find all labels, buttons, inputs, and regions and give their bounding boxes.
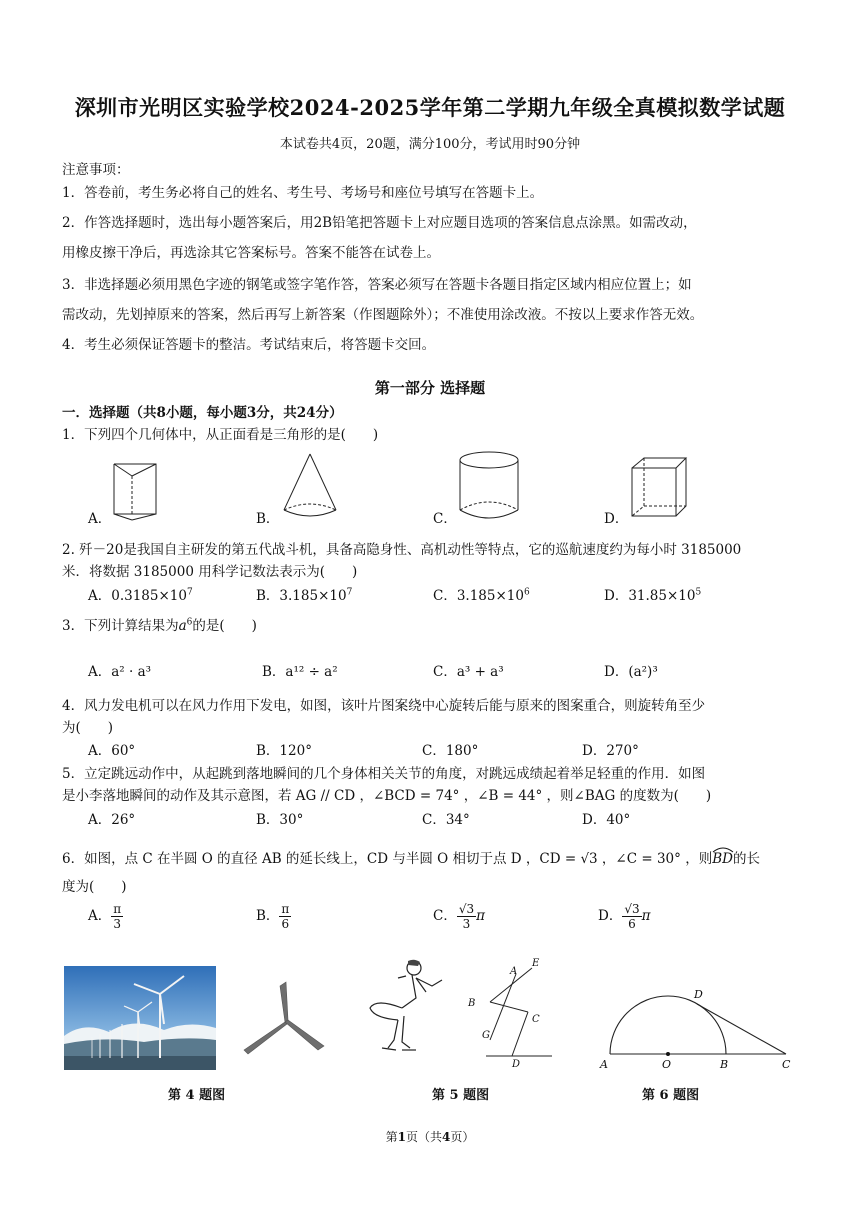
exam-subtitle: 本试卷共4页，20题，满分100分，考试用时90分钟 bbox=[279, 137, 581, 152]
q4-option-c: C．180° bbox=[422, 743, 479, 759]
q6-option-a: A． $\frac{\pi}{3}$ bbox=[88, 902, 122, 931]
q3-option-b: B．a¹² ÷ a² bbox=[262, 664, 338, 680]
label-b: B bbox=[720, 1058, 729, 1071]
label-c: C bbox=[782, 1058, 791, 1071]
q6-option-c: C． $\frac{√3}{3}$ π bbox=[433, 902, 485, 931]
q2-option-d: D．$31.85\times 10^5$ bbox=[604, 587, 702, 604]
notes-heading: 注意事项： bbox=[62, 162, 130, 178]
q2-option-b: B．$3.185\times 10^7$ bbox=[256, 587, 353, 604]
three-blade-pattern-figure bbox=[240, 980, 330, 1060]
q3-option-c: C．a³ + a³ bbox=[433, 664, 504, 680]
q3-stem: 3．下列计算结果为$a^6$的是( ) bbox=[62, 617, 257, 634]
q2-line1: 2. 歼－20是我国自主研发的第五代战斗机，具备高隐身性、高机动性等特点，它的巡航速度约为每小时 3185000 bbox=[62, 542, 742, 558]
note-4: 4．考生必须保证答题卡的整洁。考试结束后，将答题卡交回。 bbox=[62, 337, 436, 353]
page-footer: 第1页（共4页） bbox=[385, 1130, 475, 1144]
section-title: 第一部分 选择题 bbox=[374, 379, 486, 397]
q5-line2: 是小李落地瞬间的动作及其示意图，若 AG // CD ，∠BCD = 74° ，∠B = 44° ，则∠BAG 的度数为( ) bbox=[62, 788, 712, 804]
triangular-prism-figure bbox=[108, 462, 168, 522]
q6-line2: 度为( ) bbox=[62, 879, 127, 895]
q5-line1: 5．立定跳远动作中，从起跳到落地瞬间的几个身体相关关节的角度，对跳远成绩起着举足轻重的作用．如图 bbox=[62, 766, 706, 782]
label-a: A bbox=[510, 966, 518, 977]
label-g: G bbox=[482, 1030, 490, 1041]
arc-bd: BD bbox=[712, 851, 733, 867]
fig6-caption: 第 6 题图 bbox=[642, 1088, 700, 1103]
cube-figure bbox=[630, 456, 690, 522]
q3-option-d: D．(a²)³ bbox=[604, 664, 658, 680]
q2-option-a: A．$0.3185\times 10^7$ bbox=[88, 587, 193, 604]
fig4-caption: 第 4 题图 bbox=[168, 1088, 226, 1103]
q4-option-b: B．120° bbox=[256, 743, 312, 759]
note-3: 3．非选择题必须用黑色字迹的钢笔或签字笔作答，答案必须写在答题卡各题目指定区域内相应位置上；如 bbox=[62, 277, 692, 293]
q6-option-d: D． $\frac{√3}{6}$ π bbox=[598, 902, 651, 931]
q4-line2: 为( ) bbox=[62, 720, 114, 736]
label-o: O bbox=[662, 1058, 672, 1071]
q5-option-a: A．26° bbox=[88, 812, 136, 828]
note-2-cont: 用橡皮擦干净后，再选涂其它答案标号。答案不能答在试卷上。 bbox=[62, 245, 440, 261]
label-c: C bbox=[532, 1014, 540, 1025]
q1-stem: 1．下列四个几何体中，从正面看是三角形的是( ) bbox=[62, 427, 379, 443]
label-d: D bbox=[512, 1059, 521, 1070]
q4-option-a: A．60° bbox=[88, 743, 136, 759]
arc-mark-icon bbox=[712, 845, 734, 853]
fig5-caption: 第 5 题图 bbox=[432, 1088, 490, 1103]
q5-option-d: D．40° bbox=[582, 812, 631, 828]
label-b: B bbox=[468, 998, 476, 1009]
q5-option-b: B．30° bbox=[256, 812, 304, 828]
note-2: 2．作答选择题时，选出每小题答案后，用2B铅笔把答题卡上对应题目选项的答案信息点涂黑。如需改动， bbox=[62, 215, 697, 231]
cone-figure bbox=[280, 452, 340, 522]
q4-line1: 4．风力发电机可以在风力作用下发电，如图，该叶片图案绕中心旋转后能与原来的图案重合，则旋转角至少 bbox=[62, 698, 706, 714]
q1-option-b: B． bbox=[256, 511, 280, 527]
q1-option-c: C． bbox=[433, 511, 457, 527]
q5-option-c: C．34° bbox=[422, 812, 470, 828]
joint-angle-diagram bbox=[466, 956, 556, 1068]
cylinder-figure bbox=[458, 450, 520, 522]
q2-line2: 米．将数据 3185000 用科学记数法表示为( ) bbox=[62, 564, 358, 580]
q1-option-d: D． bbox=[604, 511, 629, 527]
jumper-figure bbox=[362, 958, 454, 1054]
q1-option-a: A． bbox=[88, 511, 112, 527]
q6-option-b: B． $\frac{\pi}{6}$ bbox=[256, 902, 290, 931]
note-1: 1．答卷前，考生务必将自己的姓名、考生号、考场号和座位号填写在答题卡上。 bbox=[62, 185, 544, 201]
q3-option-a: A．a² · a³ bbox=[88, 664, 152, 680]
exam-title: 深圳市光明区实验学校2024-2025学年第二学期九年级全真模拟数学试题 bbox=[74, 95, 786, 120]
note-3-cont: 需改动，先划掉原来的答案，然后再写上新答案（作图题除外）；不准使用涂改液。不按以上要求作答无效。 bbox=[62, 307, 704, 323]
q4-option-d: D．270° bbox=[582, 743, 639, 759]
semicircle-tangent-diagram bbox=[598, 986, 798, 1070]
q6-line1: 6．如图，点 C 在半圆 O 的直径 AB 的延长线上，CD 与半圆 O 相切于点 D ，CD = √3 ，∠C = 30° ，则 BD的长 bbox=[62, 847, 760, 867]
label-a: A bbox=[600, 1058, 608, 1071]
wind-turbine-photo bbox=[64, 966, 216, 1070]
label-d: D bbox=[694, 988, 703, 1001]
part-heading: 一．选择题（共8小题，每小题3分，共24分） bbox=[62, 405, 343, 421]
label-e: E bbox=[532, 958, 540, 969]
q2-option-c: C．$3.185\times 10^6$ bbox=[433, 587, 530, 604]
